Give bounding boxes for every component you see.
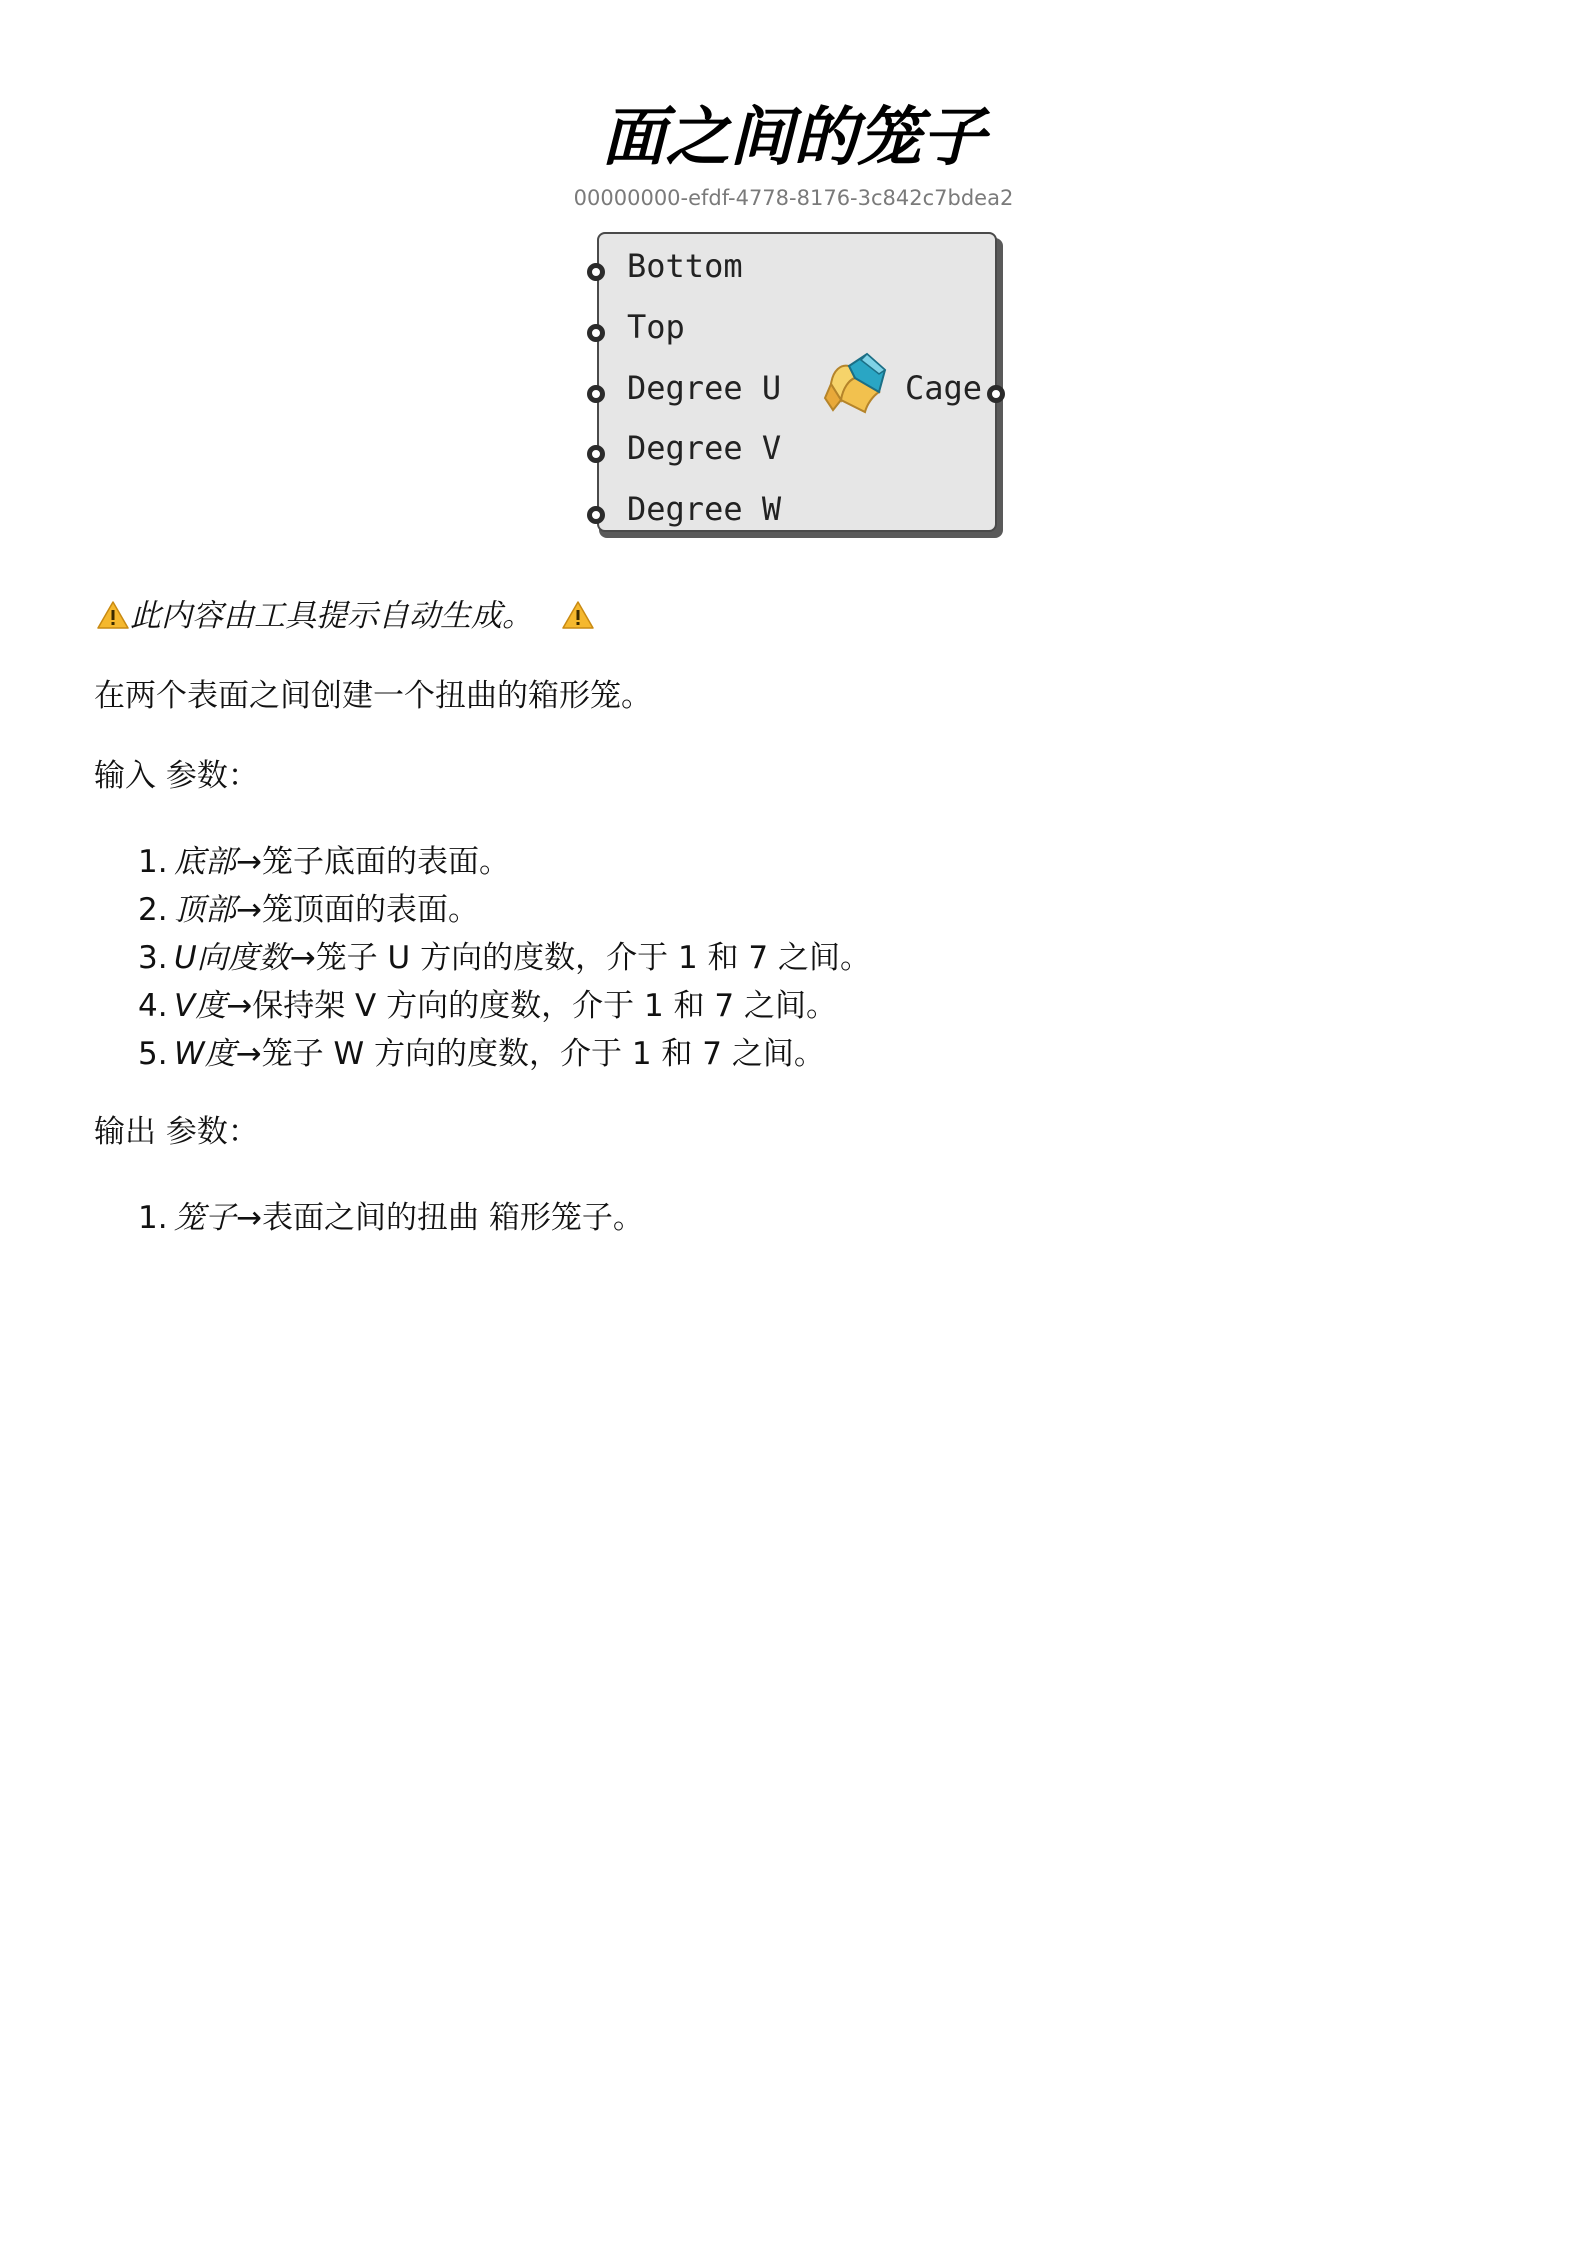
arrow: → — [235, 1036, 262, 1072]
param-term: U向度数 — [174, 940, 290, 976]
param-description: 笼顶面的表面。 — [261, 892, 479, 928]
param-term: 底部 — [174, 844, 236, 880]
list-item — [138, 886, 871, 934]
input-param-top[interactable]: Top — [627, 308, 685, 346]
input-param-degree-v[interactable]: Degree V — [627, 429, 782, 467]
inputs-heading: 输入 参数： — [94, 758, 259, 794]
param-description: 笼子底面的表面。 — [261, 844, 510, 880]
param-term: 顶部 — [174, 892, 236, 928]
warning-text: 此内容由工具提示自动生成。 — [130, 598, 533, 634]
output-port-cage[interactable] — [987, 385, 1005, 403]
input-param-degree-u[interactable]: Degree U — [627, 369, 782, 407]
arrow: → — [236, 1200, 262, 1236]
input-param-degree-w[interactable]: Degree W — [627, 490, 782, 528]
param-description: 保持架 V 方向的度数，介于 1 和 7 之间。 — [252, 988, 837, 1024]
input-port-bottom[interactable] — [587, 263, 605, 281]
item-number: 4. — [138, 988, 168, 1024]
param-term: 笼子 — [174, 1200, 236, 1236]
param-description: 笼子 W 方向的度数，介于 1 和 7 之间。 — [261, 1036, 825, 1072]
list-item — [138, 934, 871, 982]
item-number: 5. — [138, 1036, 168, 1072]
output-param-cage[interactable]: Cage — [905, 369, 983, 407]
item-number: 2. — [138, 892, 168, 928]
param-description: 表面之间的扭曲 箱形笼子。 — [261, 1200, 644, 1236]
param-term: W度 — [174, 1036, 236, 1072]
arrow: → — [226, 988, 253, 1024]
component-body[interactable] — [597, 232, 997, 532]
param-term: V度 — [174, 988, 227, 1024]
inputs-list — [138, 838, 871, 1078]
page-title: 面之间的笼子 — [601, 101, 986, 175]
item-number: 1. — [138, 1200, 168, 1236]
list-item — [138, 982, 871, 1030]
item-number: 1. — [138, 844, 168, 880]
arrow: → — [236, 844, 262, 880]
outputs-list — [138, 1194, 644, 1242]
warning-icon — [561, 600, 595, 630]
outputs-heading: 输出 参数： — [94, 1114, 259, 1150]
input-port-degree-u[interactable] — [587, 385, 605, 403]
input-param-bottom[interactable]: Bottom — [627, 247, 743, 285]
list-item — [138, 1030, 871, 1078]
arrow: → — [289, 940, 316, 976]
input-port-top[interactable] — [587, 324, 605, 342]
list-item — [138, 838, 871, 886]
list-item — [138, 1194, 644, 1242]
grasshopper-component[interactable] — [593, 230, 1005, 540]
item-number: 3. — [138, 940, 168, 976]
param-description: 笼子 U 方向的度数，介于 1 和 7 之间。 — [315, 940, 871, 976]
autogen-warning — [96, 594, 595, 638]
warning-icon — [96, 600, 130, 630]
arrow: → — [236, 892, 262, 928]
cage-between-surfaces-icon — [819, 348, 889, 418]
input-port-degree-w[interactable] — [587, 506, 605, 524]
component-guid: 00000000-efdf-4778-8176-3c842c7bdea2 — [573, 186, 1014, 210]
component-description: 在两个表面之间创建一个扭曲的箱形笼。 — [94, 678, 652, 714]
input-port-degree-v[interactable] — [587, 445, 605, 463]
